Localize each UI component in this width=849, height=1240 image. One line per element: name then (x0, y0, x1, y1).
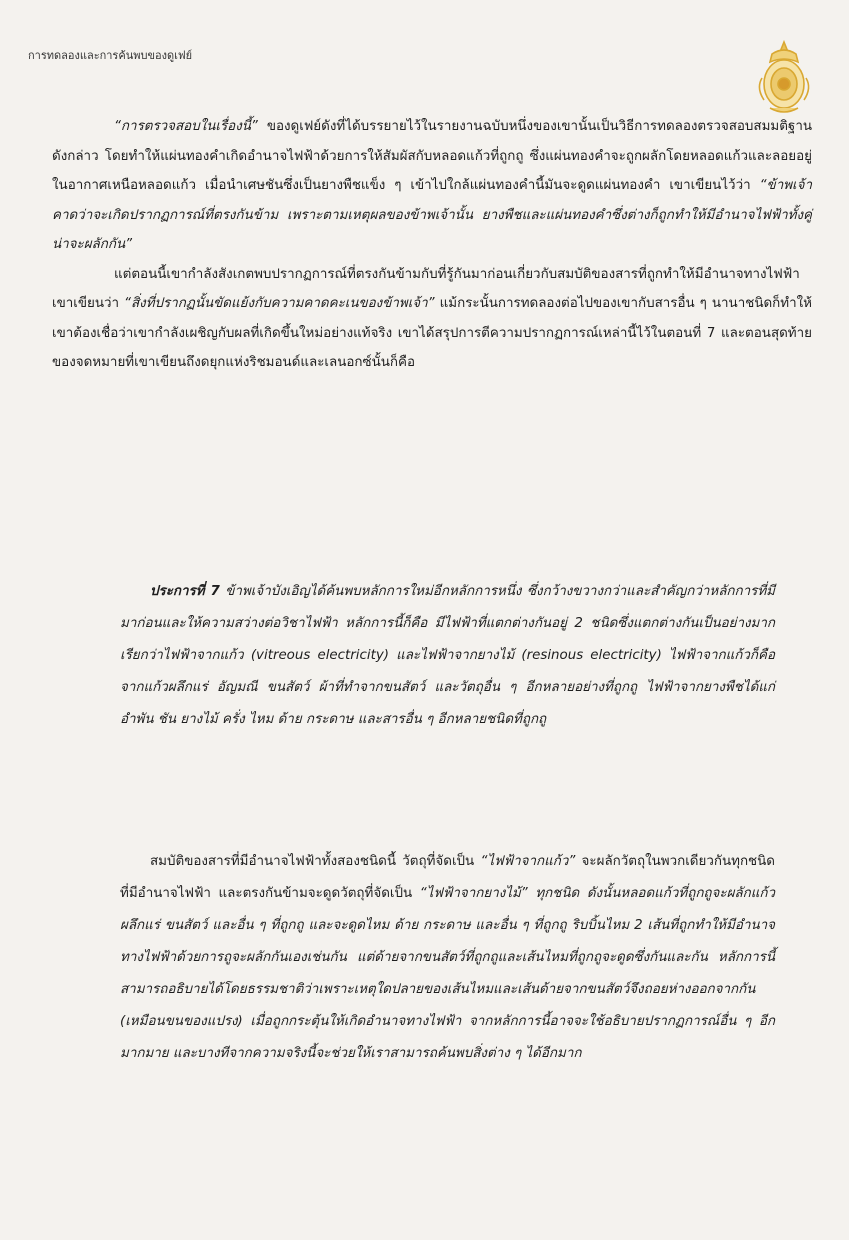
paragraph-2 (52, 260, 812, 378)
quote-contradiction: “สิ่งที่ปรากฏนั้นขัดแย้งกับความคาดคะเนของข้าพเจ้า” (124, 296, 435, 311)
quote-2-a: สมบัติของสารที่มีอำนาจไฟฟ้าทั้งสองชนิดนี้ วัตถุที่จัดเป็น (150, 854, 481, 869)
p1-text: ของดูเฟย์ดังที่ได้บรรยายไว้ในรายงานฉบับหนึ่งของเขานั้นเป็นวิธีการทดลองตรวจสอบสมมติฐานดังกล่าว โดยทำให้แผ่นทองคำเกิดอำนาจไฟฟ้าด้วยการให้สัมผัสกับหลอดแก้วที่ถูกถู ซึ่งแผ่นทองคำจะถูกผลักโดยหลอดแก้วและลอยอยู่ในอากาศเหนือหลอดแก้ว เมื่อนำเศษชันซึ่งเป็นยางพืชแข็ง ๆ เข้าไปใกล้แผ่นทองคำนี้มันจะดูดแผ่นทองคำ เขาเขียนไว้ว่า (52, 119, 812, 193)
royal-emblem-icon (752, 38, 816, 118)
paragraph-1 (52, 112, 812, 260)
p2-text-a: แต่ตอนนี้เขากำลังสังเกตพบปรากฏการณ์ที่ตรงกันข้ามกับที่รู้กันมาก่อนเกี่ยวกับสมบัติของสารที่ถูกทำให้มีอำนาจทางไฟฟ้า เขาเขียนว่า (52, 266, 800, 311)
body-text (52, 112, 812, 378)
quote-2-vitreous: “ไฟฟ้าจากแก้ว” (480, 854, 576, 869)
quote-expectation: “ข้าพเจ้าคาดว่าจะเกิดปรากฏการณ์ที่ตรงกันข้าม เพราะตามเหตุผลของข้าพเจ้านั้น ยางพืชและแผ่นทองคำซึ่งต่างก็ถูกทำให้มีอำนาจไฟฟ้าทั้งคู่น่าจะผลักกัน” (52, 178, 812, 252)
quote-2-c: ทุกชนิด ดังนั้นหลอดแก้วที่ถูกถูจะผลักแก้ว ผลึกแร่ ขนสัตว์ และอื่น ๆ ที่ถูกถู และจะดูดไหม ด้าย กระดาษ และอื่น ๆ ที่ถูกถู ริบบิ้นไหม 2 เส้นที่ถูกทำให้มีอำนาจทางไฟฟ้าด้วยการถูจะผลักกันเองเช่นกัน แต่ด้ายจากขนสัตว์ที่ถูกถูและเส้นไหมที่ถูกถูจะดูดซึ่งกันและกัน หลักการนี้สามารถอธิบายได้โดยธรรมชาติว่าเพราะเหตุใดปลายของเส้นไหมและเส้นด้ายจากขนสัตว์จึงถอยห่างออกจากกัน (เหมือนขนของแปรง) เมื่อถูกกระตุ้นให้เกิดอำนาจทางไฟฟ้า จากหลักการนี้อาจจะใช้อธิบายปรากฏการณ์อื่น ๆ อีกมากมาย และบางทีจากความจริงนี้จะช่วยให้เราสามารถค้นพบสิ่งต่าง ๆ ได้อีกมาก (120, 886, 775, 1061)
quote-2-b: จะผลักวัตถุในพวกเดียวกันทุกชนิดที่มีอำนาจไฟฟ้า และตรงกันข้ามจะดูดวัตถุที่จัดเป็น (120, 854, 775, 901)
running-header: การทดลองและการค้นพบของดูเฟย์ (28, 49, 193, 62)
quote-1-lead: ประการที่ 7 (150, 584, 220, 599)
quote-2-text (120, 846, 775, 1070)
quote-1-body: ข้าพเจ้าบังเอิญได้ค้นพบหลักการใหม่อีกหลักการหนึ่ง ซึ่งกว้างขวางกว่าและสำคัญกว่าหลักการที่มีมาก่อนและให้ความสว่างต่อวิชาไฟฟ้า หลักการนี้ก็คือ มีไฟฟ้าที่แตกต่างกันอยู่ 2 ชนิดซึ่งแตกต่างกันเป็นอย่างมาก เรียกว่าไฟฟ้าจากแก้ว (vitreous electricity) และไฟฟ้าจากยางไม้ (resinous electricity) ไฟฟ้าจากแก้วก็คือจากแก้วผลึกแร่ อัญมณี ขนสัตว์ ผ้าที่ทำจากขนสัตว์ และวัตถุอื่น ๆ อีกหลายอย่างที่ถูกถู ไฟฟ้าจากยางพืชได้แก่ อำพัน ชัน ยางไม้ ครั่ง ไหม ด้าย กระดาษ และสารอื่น ๆ อีกหลายชนิดที่ถูกถู (120, 584, 775, 727)
p2-text-b: แม้กระนั้นการทดลองต่อไปของเขากับสารอื่น ๆ นานาชนิดก็ทำให้เขาต้องเชื่อว่าเขากำลังเผชิญกับผลที่เกิดขึ้นใหม่อย่างแท้จริง เขาได้สรุปการตีความปรากฏการณ์เหล่านี้ไว้ในตอนที่ 7 และตอนสุดท้ายของจดหมายที่เขาเขียนถึงดยุกแห่งริชมอนด์และเลนอกซ์นั้นก็คือ (52, 296, 812, 370)
block-quote-2 (120, 846, 775, 1070)
block-quote-1 (120, 576, 775, 736)
quote-2-resinous: “ไฟฟ้าจากยางไม้” (419, 886, 528, 901)
quote-investigation: “การตรวจสอบในเรื่องนี้” (114, 119, 258, 134)
quote-1-text (120, 576, 775, 736)
